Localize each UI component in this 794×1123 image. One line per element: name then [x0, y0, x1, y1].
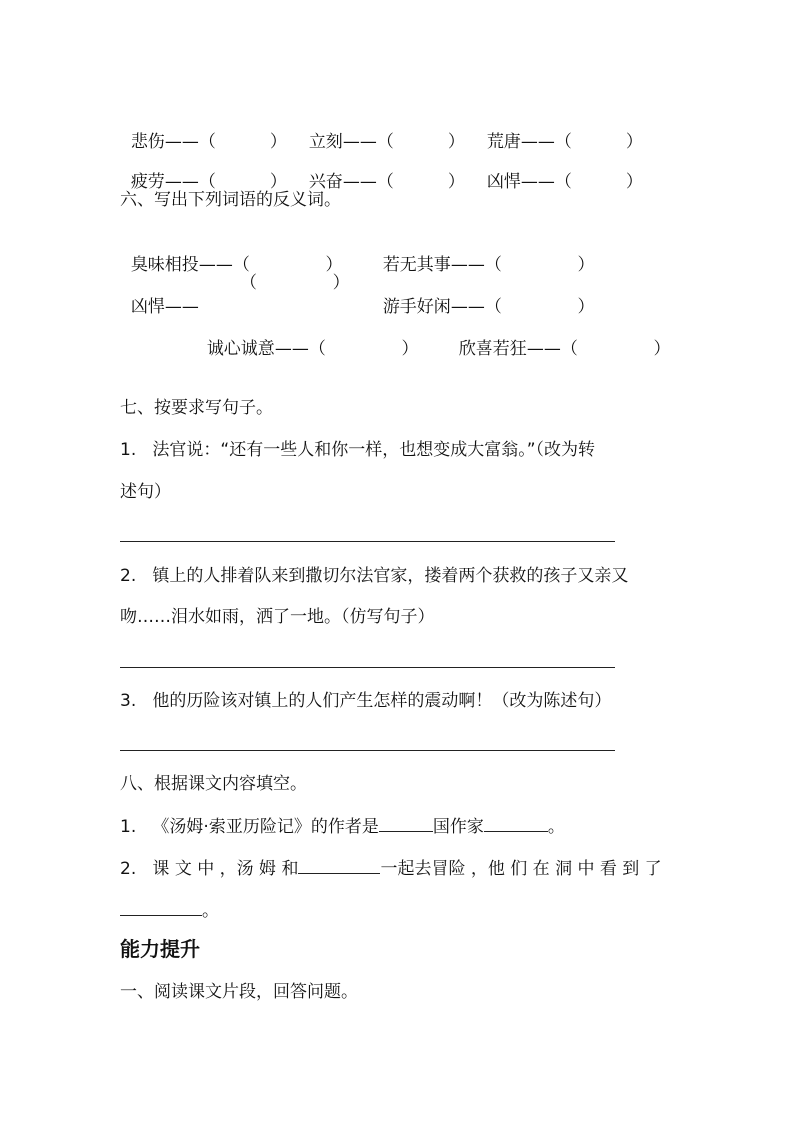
word-label: 立刻 [308, 132, 343, 152]
question-8-2-continued [120, 897, 219, 923]
answer-blank[interactable]: （ ） [240, 273, 350, 293]
dash: —— [164, 297, 199, 317]
answer-blank[interactable] [120, 897, 202, 916]
question-text: 2. 课 文 中 ，汤 姆 和 [120, 859, 299, 879]
synonym-item [120, 146, 287, 194]
word-label: 凶悍 [130, 297, 165, 317]
antonym-item [448, 313, 670, 361]
word-label: 荒唐 [486, 132, 521, 152]
answer-blank[interactable]: （ ） [376, 132, 465, 152]
antonym-item [372, 271, 594, 319]
word-label: 疲劳 [130, 172, 165, 192]
answer-blank[interactable]: （ ） [198, 132, 287, 152]
answer-blank[interactable]: （ ） [554, 132, 643, 152]
dash: —— [450, 255, 485, 275]
question-text: 国作家 [432, 817, 484, 837]
question-8-2 [120, 855, 662, 881]
word-label: 凶悍 [486, 172, 521, 192]
answer-blank[interactable]: （ ） [232, 255, 343, 275]
word-label: 欣喜若狂 [458, 339, 527, 359]
question-7-1-line-2: 述句） [120, 482, 171, 502]
question-7-2-line-2: 吻……泪水如雨，洒了一地。（仿写句子） [120, 607, 435, 627]
ability-question-1: 一、阅读课文片段，回答问题。 [120, 982, 358, 1002]
antonym-item [372, 229, 594, 277]
question-text: 1. 《汤姆·索亚历险记》的作者是 [120, 817, 379, 837]
answer-line[interactable] [120, 667, 615, 668]
antonym-item [120, 271, 199, 319]
dash: —— [526, 339, 561, 359]
antonym-item [120, 229, 342, 277]
dash: —— [164, 132, 199, 152]
answer-blank[interactable]: （ ） [308, 339, 419, 359]
dash: —— [342, 132, 377, 152]
dash: —— [520, 172, 555, 192]
section-7-title: 七、按要求写句子。 [120, 398, 273, 418]
section-8-title: 八、根据课文内容填空。 [120, 774, 307, 794]
question-text: 。 [547, 817, 565, 837]
answer-blank[interactable]: （ ） [484, 297, 595, 317]
question-7-2-line-1: 2. 镇上的人排着队来到撒切尔法官家，搂着两个获救的孩子又亲又 [120, 566, 629, 586]
word-label: 游手好闲 [382, 297, 451, 317]
dash: —— [164, 172, 199, 192]
answer-blank[interactable] [379, 813, 433, 832]
answer-blank[interactable]: （ ） [560, 339, 671, 359]
question-7-1-line-1: 1. 法官说：“还有一些人和你一样，也想变成大富翁。”（改为转 [120, 440, 596, 460]
answer-line[interactable] [120, 541, 615, 542]
answer-blank[interactable]: （ ） [554, 172, 643, 192]
dash: —— [198, 255, 233, 275]
dash: —— [520, 132, 555, 152]
answer-line[interactable] [120, 750, 615, 751]
word-label: 若无其事 [382, 255, 451, 275]
answer-blank[interactable]: （ ） [484, 255, 595, 275]
question-8-1 [120, 813, 565, 839]
question-7-3: 3. 他的历险该对镇上的人们产生怎样的震动啊！（改为陈述句） [120, 691, 612, 711]
question-text: 。 [202, 901, 219, 921]
synonym-item [298, 146, 465, 194]
word-label: 悲伤 [130, 132, 165, 152]
answer-blank[interactable]: （ ） [198, 172, 287, 192]
answer-blank[interactable] [298, 855, 380, 874]
dash: —— [274, 339, 309, 359]
dash: —— [342, 172, 377, 192]
question-text: 一起去冒险 ，他 们 在 洞 中 看 到 了 [380, 859, 662, 879]
word-label: 臭味相投 [130, 255, 199, 275]
section-6-title: 六、写出下列词语的反义词。 [120, 190, 341, 210]
dash: —— [450, 297, 485, 317]
answer-blank[interactable]: （ ） [376, 172, 465, 192]
word-label: 兴奋 [308, 172, 343, 192]
antonym-item [196, 313, 418, 361]
synonym-item [476, 146, 643, 194]
answer-blank[interactable] [484, 813, 548, 832]
ability-heading: 能力提升 [120, 937, 200, 961]
word-label: 诚心诚意 [206, 339, 275, 359]
